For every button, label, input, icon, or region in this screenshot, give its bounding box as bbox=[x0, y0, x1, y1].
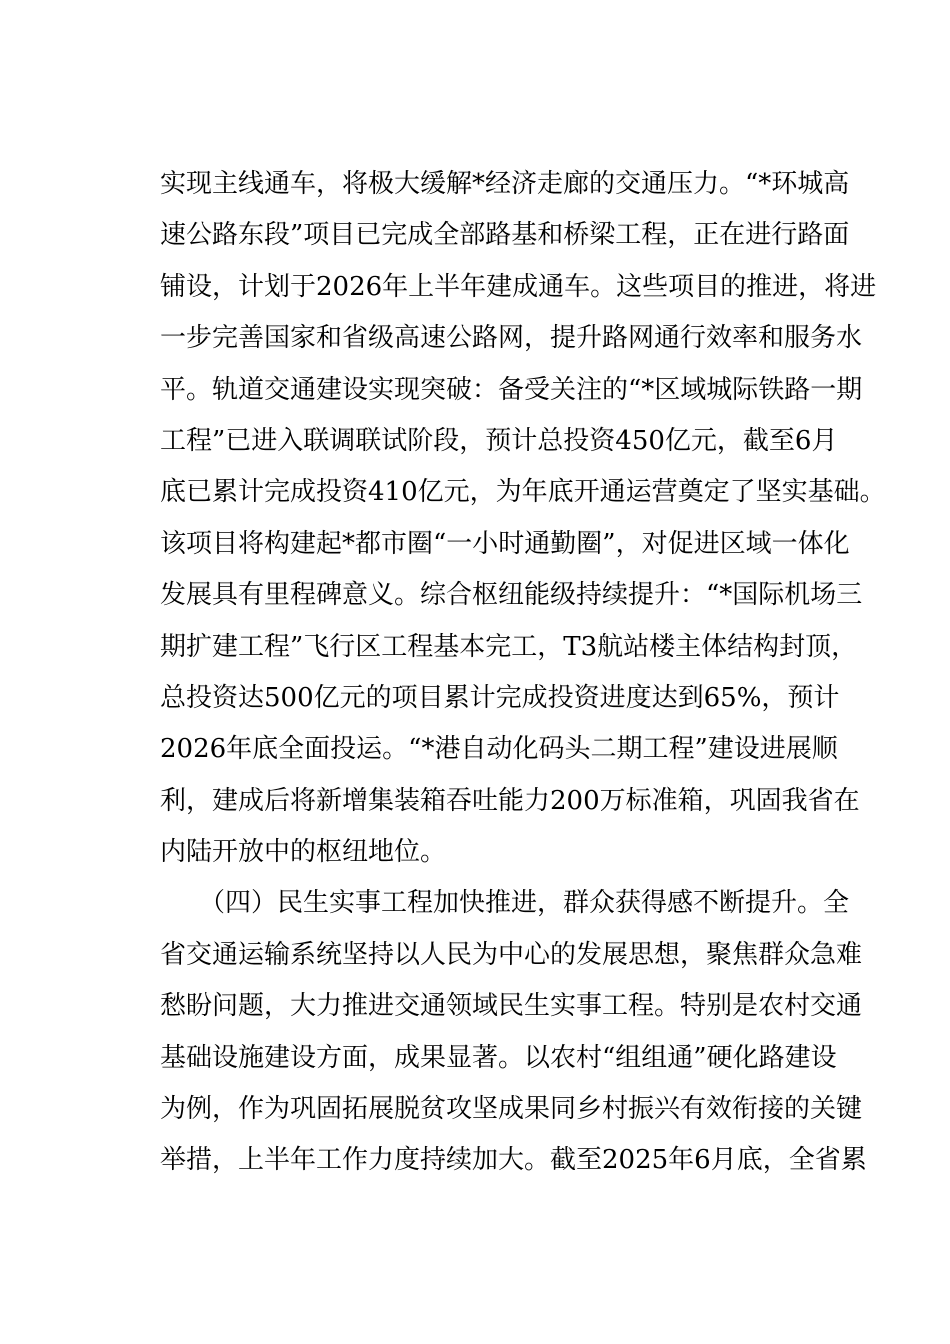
paragraph-1 bbox=[160, 159, 886, 878]
text-line: 铺设，计划于2026年上半年建成通车。这些项目的推进，将进 bbox=[160, 271, 877, 302]
text-line: 举措，上半年工作力度持续加大。截至2025年6月底，全省累 bbox=[160, 1145, 867, 1176]
text-line: 平。轨道交通建设实现突破：备受关注的“*区域城际铁路一期 bbox=[160, 374, 863, 405]
text-line: 愁盼问题，大力推进交通领域民生实事工程。特别是农村交通 bbox=[160, 991, 863, 1022]
paragraph-2 bbox=[160, 878, 867, 1186]
text-line: 期扩建工程”飞行区工程基本完工，T3航站楼主体结构封顶， bbox=[160, 631, 858, 662]
text-line: 为例，作为巩固拓展脱贫攻坚成果同乡村振兴有效衔接的关键 bbox=[160, 1094, 863, 1125]
text-line: 利，建成后将新增集装箱吞吐能力200万标准箱，巩固我省在 bbox=[160, 785, 860, 816]
text-line: 该项目将构建起*都市圈“一小时通勤圈”，对促进区域一体化 bbox=[160, 528, 850, 559]
text-line: 省交通运输系统坚持以人民为中心的发展思想，聚焦群众急难 bbox=[160, 939, 863, 970]
text-line: 速公路东段”项目已完成全部路基和桥梁工程，正在进行路面 bbox=[160, 220, 850, 251]
text-line: 基础设施建设方面，成果显著。以农村“组组通”硬化路建设 bbox=[160, 1042, 837, 1073]
section-heading-line: （四）民生实事工程加快推进，群众获得感不断提升。全 bbox=[160, 888, 850, 919]
document-page bbox=[160, 159, 886, 1187]
text-line: 2026年底全面投运。“*港自动化码头二期工程”建设进展顺 bbox=[160, 734, 838, 765]
text-line: 一步完善国家和省级高速公路网，提升路网通行效率和服务水 bbox=[160, 323, 863, 354]
text-line: 总投资达500亿元的项目累计完成投资进度达到65%，预计 bbox=[160, 682, 840, 713]
text-line: 工程”已进入联调联试阶段，预计总投资450亿元，截至6月 bbox=[160, 425, 838, 456]
text-line: 底已累计完成投资410亿元，为年底开通运营奠定了坚实基础。 bbox=[160, 477, 886, 508]
text-line: 实现主线通车，将极大缓解*经济走廊的交通压力。“*环城高 bbox=[160, 169, 850, 199]
text-line: 内陆开放中的枢纽地位。 bbox=[160, 837, 447, 868]
text-line: 发展具有里程碑意义。综合枢纽能级持续提升：“*国际机场三 bbox=[160, 580, 863, 611]
